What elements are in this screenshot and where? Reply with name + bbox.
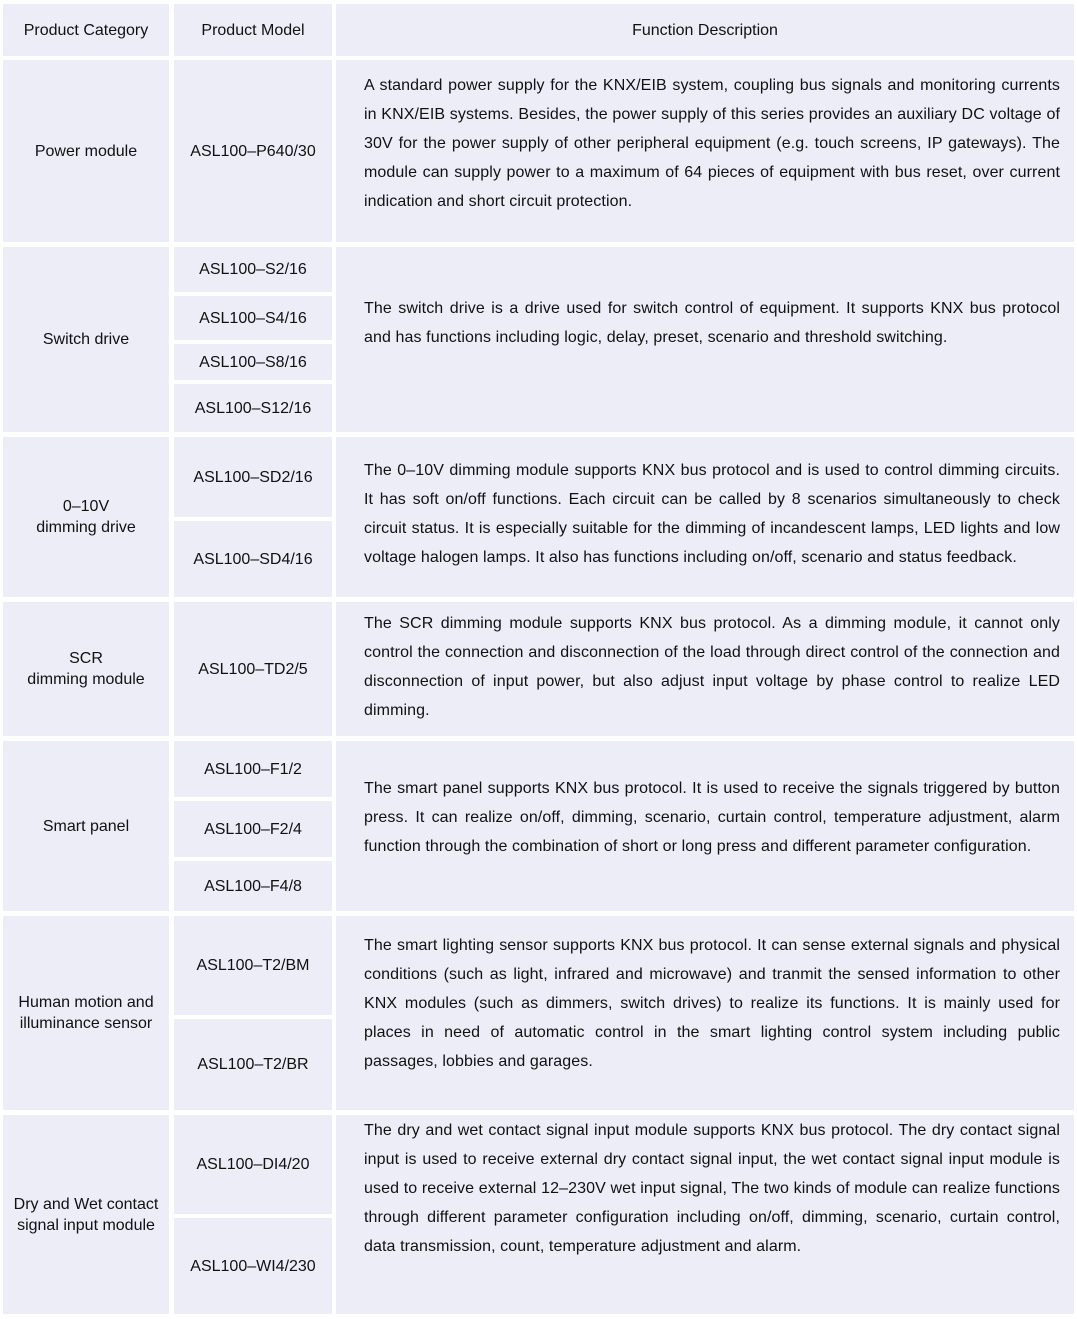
model-label: ASL100–F2/4 (204, 820, 302, 838)
model-cell (174, 296, 332, 340)
description-text: The dry and wet contact signal input module supports KNX bus protocol. The dry contact signal input is used to receive external dry contact signal input, the wet contact signal input module is used to receive external 12–230V wet input signal, The two kinds of module can realize functions through different parameter configuration including on/off, dimming, scenario, curtain control, data transmission, count, temperature adjustment and alarm. (364, 1122, 1060, 1255)
category-cell (3, 916, 169, 1110)
category-cell (3, 741, 169, 911)
model-cell (174, 247, 332, 292)
model-label: ASL100–S8/16 (199, 353, 307, 371)
model-cell (174, 60, 332, 242)
model-label: ASL100–T2/BR (197, 1056, 309, 1073)
model-cell (174, 437, 332, 517)
category-cell (3, 60, 169, 242)
category-label: SCR dimming module (27, 650, 145, 688)
description-text: A standard power supply for the KNX/EIB system, coupling bus signals and monitoring currents in KNX/EIB systems. Besides, the power supply of this series provides an auxiliary DC voltage of 30V for the power supply of other peripheral equipment (e.g. touch screens, IP gateways). The module can supply power to a maximum of 64 pieces of equipment with bus reset, over current indication and short circuit protection. (364, 76, 1060, 210)
model-cell (174, 521, 332, 597)
model-label: ASL100–P640/30 (190, 142, 316, 160)
model-label: ASL100–DI4/20 (196, 1156, 310, 1173)
description-cell (336, 916, 1074, 1110)
category-cell (3, 1115, 169, 1314)
description-cell (336, 60, 1074, 242)
description-cell (336, 1115, 1074, 1314)
description-text: The SCR dimming module supports KNX bus protocol. As a dimming module, it cannot only control the connection and disconnection of the load through direct control of the connection and disconnection of input power, but also adjust input voltage by phase control to realize LED dimming. (364, 615, 1060, 719)
header-model-label: Product Model (201, 21, 305, 39)
model-cell (174, 602, 332, 736)
model-label: ASL100–SD2/16 (193, 468, 313, 486)
model-label: ASL100–TD2/5 (198, 660, 308, 678)
header-category (3, 4, 169, 56)
category-cell (3, 437, 169, 597)
description-text: The smart panel supports KNX bus protocol. It is used to receive the signals triggered by button press. It can realize on/off, dimming, scenario, curtain control, temperature adjustment, alarm function through the combination of short or long press and different parameter configuration. (364, 779, 1060, 855)
model-cell (174, 861, 332, 911)
category-label: Power module (34, 142, 138, 160)
model-cell (174, 801, 332, 857)
description-text: The switch drive is a drive used for switch control of equipment. It supports KNX bus protocol and has functions including logic, delay, preset, scenario and threshold switching. (364, 299, 1060, 346)
model-cell (174, 384, 332, 432)
model-label: ASL100–S12/16 (194, 399, 312, 417)
model-label: ASL100–WI4/230 (190, 1257, 316, 1275)
category-cell (3, 602, 169, 736)
model-cell (174, 1115, 332, 1214)
model-cell (174, 344, 332, 380)
description-cell (336, 741, 1074, 911)
model-cell (174, 741, 332, 797)
model-label: ASL100–F4/8 (204, 877, 302, 895)
model-cell (174, 1019, 332, 1110)
header-category-label: Product Category (23, 21, 149, 39)
header-model (174, 4, 332, 56)
description-cell (336, 602, 1074, 736)
category-label: Dry and Wet contact signal input module (13, 1195, 159, 1234)
header-description (336, 4, 1074, 56)
model-cell (174, 1218, 332, 1314)
model-label: ASL100–SD4/16 (193, 550, 313, 568)
description-cell (336, 437, 1074, 597)
model-cell (174, 916, 332, 1015)
category-label: Human motion and illuminance sensor (18, 994, 154, 1032)
description-text: The smart lighting sensor supports KNX bus protocol. It can sense external signals and physical conditions (such as light, infrared and microwave) and tranmit the sensed information to other KNX modules (such as dimmers, switch drives) to realize its functions. It is mainly used for places in need of automatic control in the smart lighting control system including public passages, lobbies and garages. (364, 936, 1060, 1070)
category-label: 0–10V dimming drive (36, 498, 136, 536)
model-label: ASL100–F1/2 (204, 760, 302, 778)
category-label: Switch drive (42, 331, 130, 348)
header-description-label: Function Description (632, 21, 778, 39)
description-cell (336, 247, 1074, 432)
category-cell (3, 247, 169, 432)
model-label: ASL100–S2/16 (199, 261, 307, 278)
model-label: ASL100–S4/16 (199, 309, 307, 327)
model-label: ASL100–T2/BM (196, 957, 310, 974)
description-text: The 0–10V dimming module supports KNX bus protocol and is used to control dimming circuits. It has soft on/off functions. Each circuit can be called by 8 scenarios simultaneously to check circuit status. It is especially suitable for the dimming of incandescent lamps, LED lights and low voltage halogen lamps. It also has functions including on/off, scenario and status feedback. (364, 462, 1060, 566)
category-label: Smart panel (42, 817, 130, 835)
